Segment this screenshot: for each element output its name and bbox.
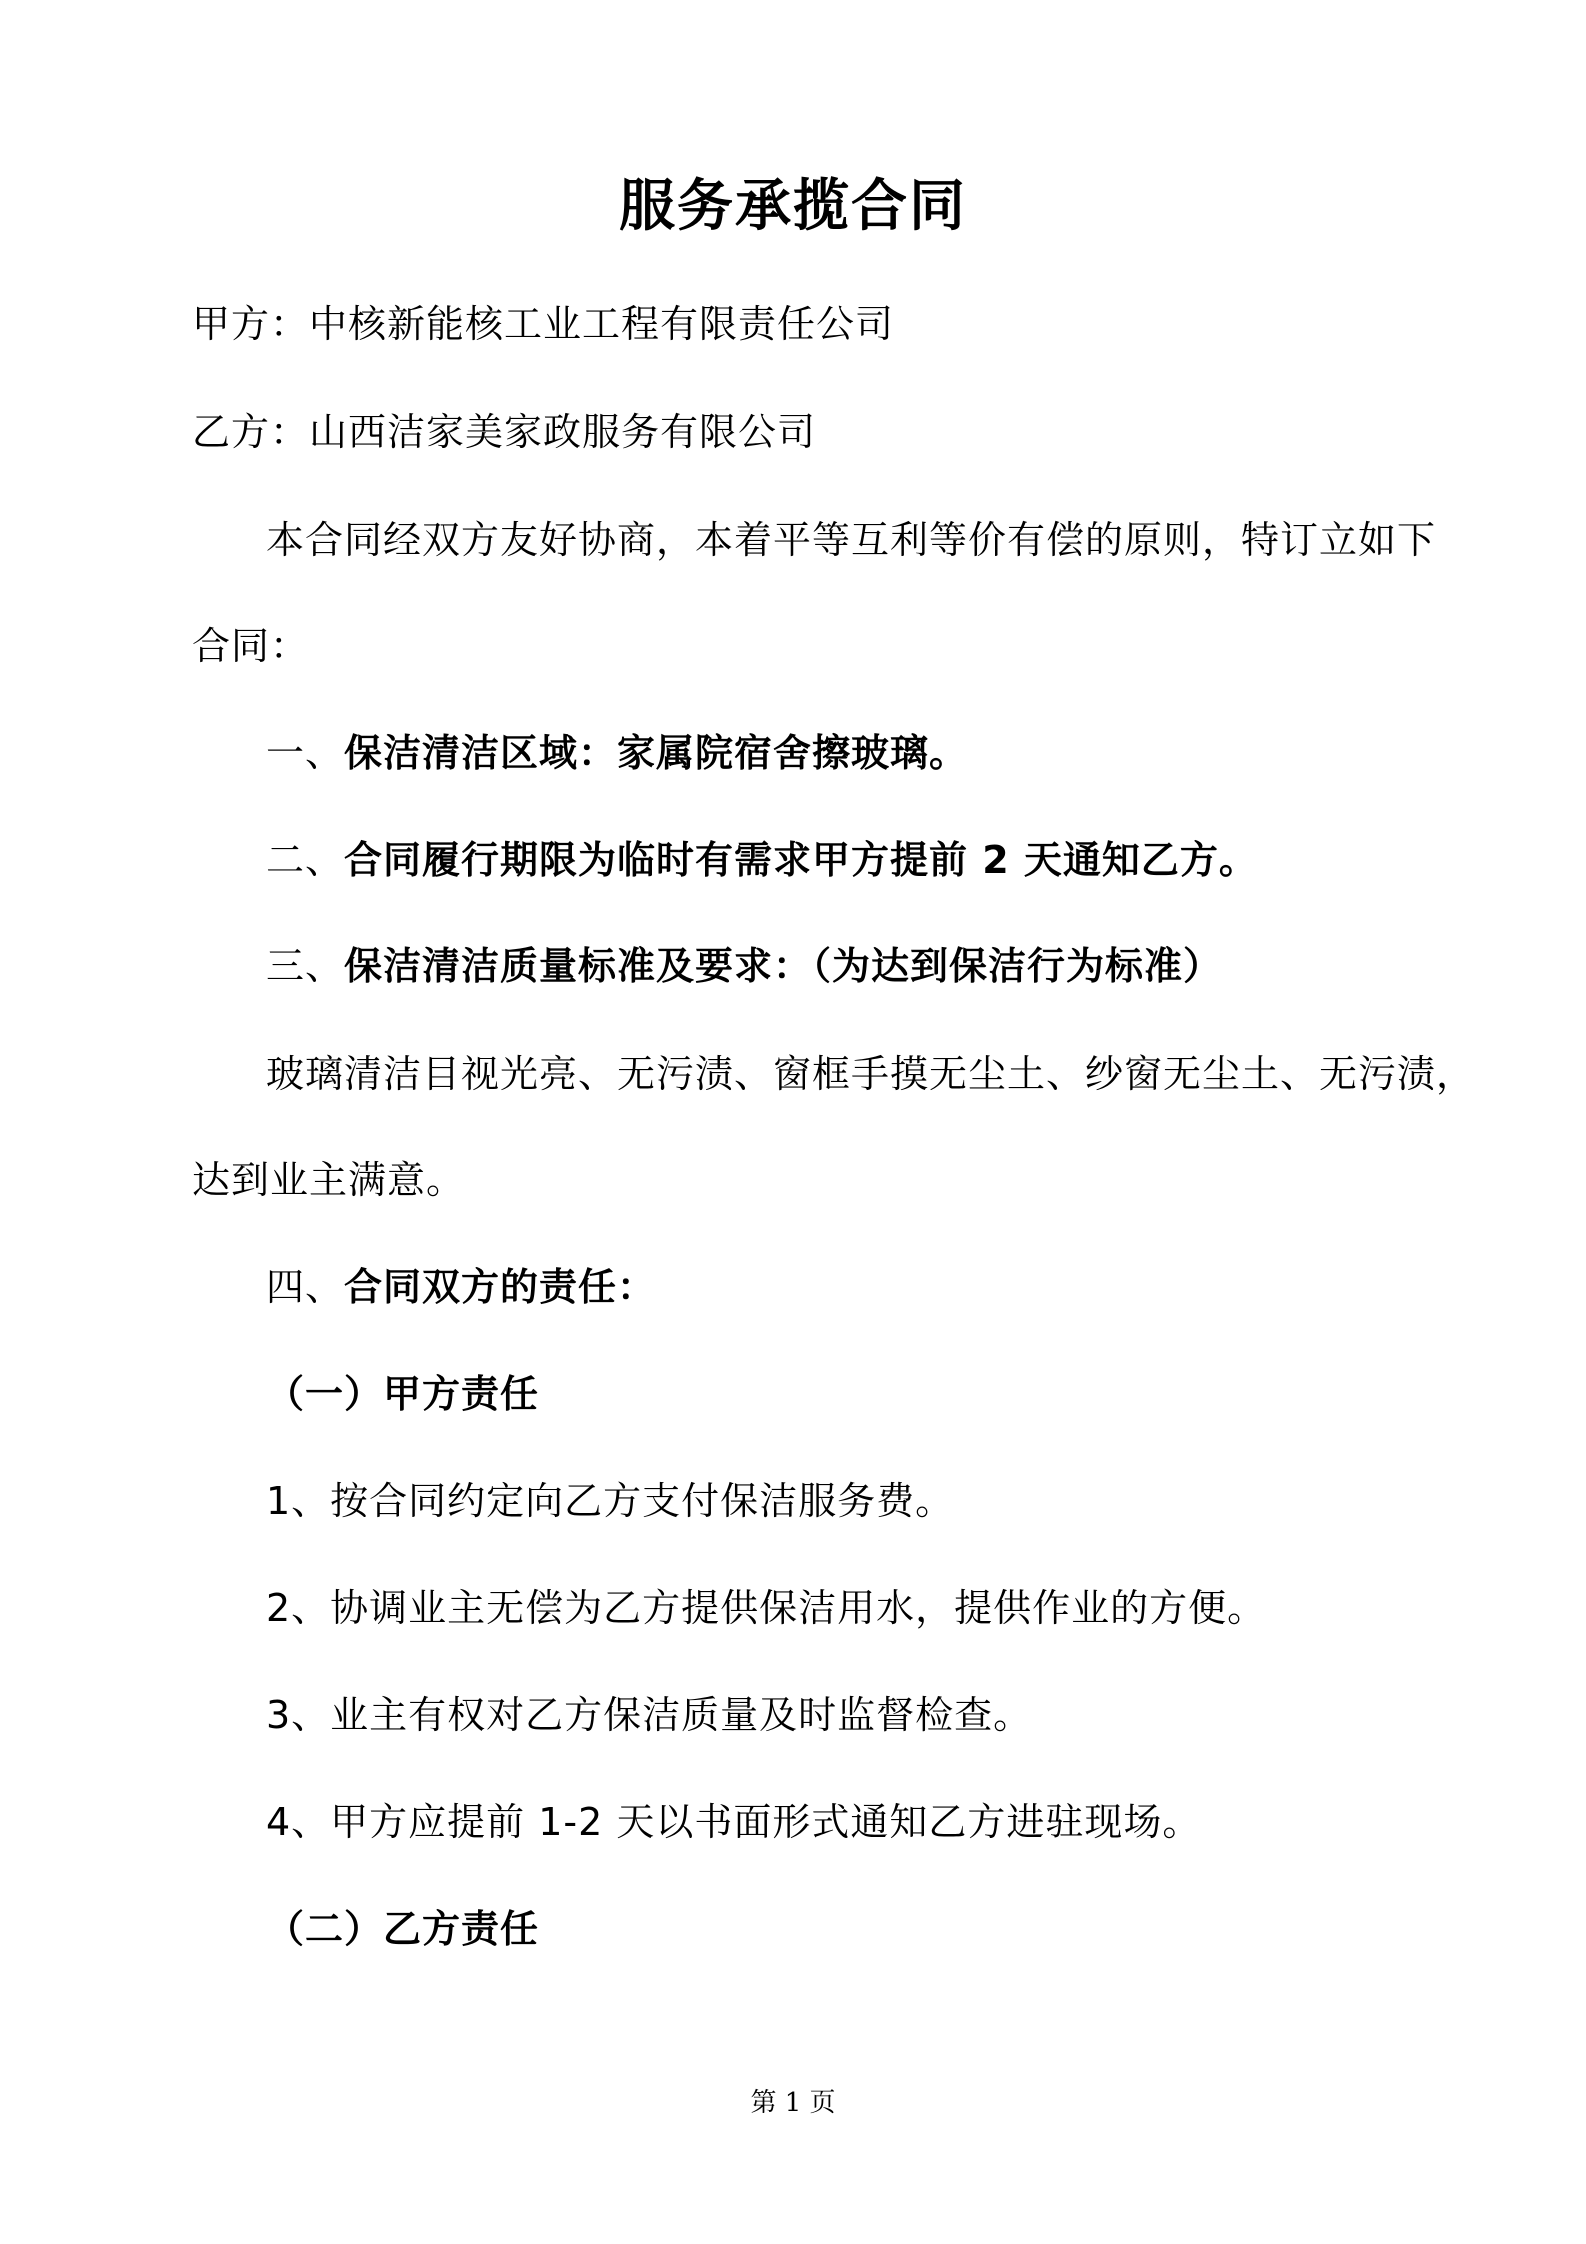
- clause-1: [266, 725, 968, 781]
- intro-paragraph-line-2: 合同：: [192, 624, 310, 668]
- party-a-line: 甲方：中核新能核工业工程有限责任公司: [192, 302, 895, 346]
- standard-paragraph-line-1: 玻璃清洁目视光亮、无污渍、窗框手摸无尘土、纱窗无尘土、无污渍，: [266, 1052, 1476, 1096]
- clause-2-number: 二、: [266, 838, 345, 882]
- party-a-duty-1: 1、按合同约定向乙方支付保洁服务费。: [266, 1479, 955, 1523]
- clause-3-text: 保洁清洁质量标准及要求：（为达到保洁行为标准）: [344, 944, 1223, 988]
- intro-paragraph-line-1: 本合同经双方友好协商，本着平等互利等价有偿的原则，特订立如下: [266, 518, 1437, 562]
- clause-4-number: 四、: [266, 1265, 345, 1309]
- party-a-duty-2: 2、协调业主无偿为乙方提供保洁用水，提供作业的方便。: [266, 1586, 1267, 1630]
- clause-4: [266, 1259, 656, 1315]
- clause-2: [266, 832, 1258, 888]
- party-b-line: 乙方：山西洁家美家政服务有限公司: [192, 410, 817, 454]
- document-title: 服务承揽合同: [619, 174, 967, 239]
- clause-2-text: 合同履行期限为临时有需求甲方提前 2 天通知乙方。: [344, 838, 1258, 882]
- section-a-heading: （一）甲方责任: [266, 1372, 540, 1416]
- clause-1-number: 一、: [266, 731, 345, 775]
- clause-3-number: 三、: [266, 944, 345, 988]
- clause-3: [266, 938, 1222, 994]
- page-number: 第 1 页: [750, 2088, 836, 2118]
- clause-1-text: 保洁清洁区域：家属院宿舍擦玻璃。: [344, 731, 969, 775]
- party-a-duty-4: 4、甲方应提前 1-2 天以书面形式通知乙方进驻现场。: [266, 1800, 1202, 1844]
- standard-paragraph-line-2: 达到业主满意。: [192, 1158, 466, 1202]
- party-a-duty-3: 3、业主有权对乙方保洁质量及时监督检查。: [266, 1693, 1033, 1737]
- clause-4-text: 合同双方的责任：: [344, 1265, 657, 1309]
- section-b-heading: （二）乙方责任: [266, 1907, 540, 1951]
